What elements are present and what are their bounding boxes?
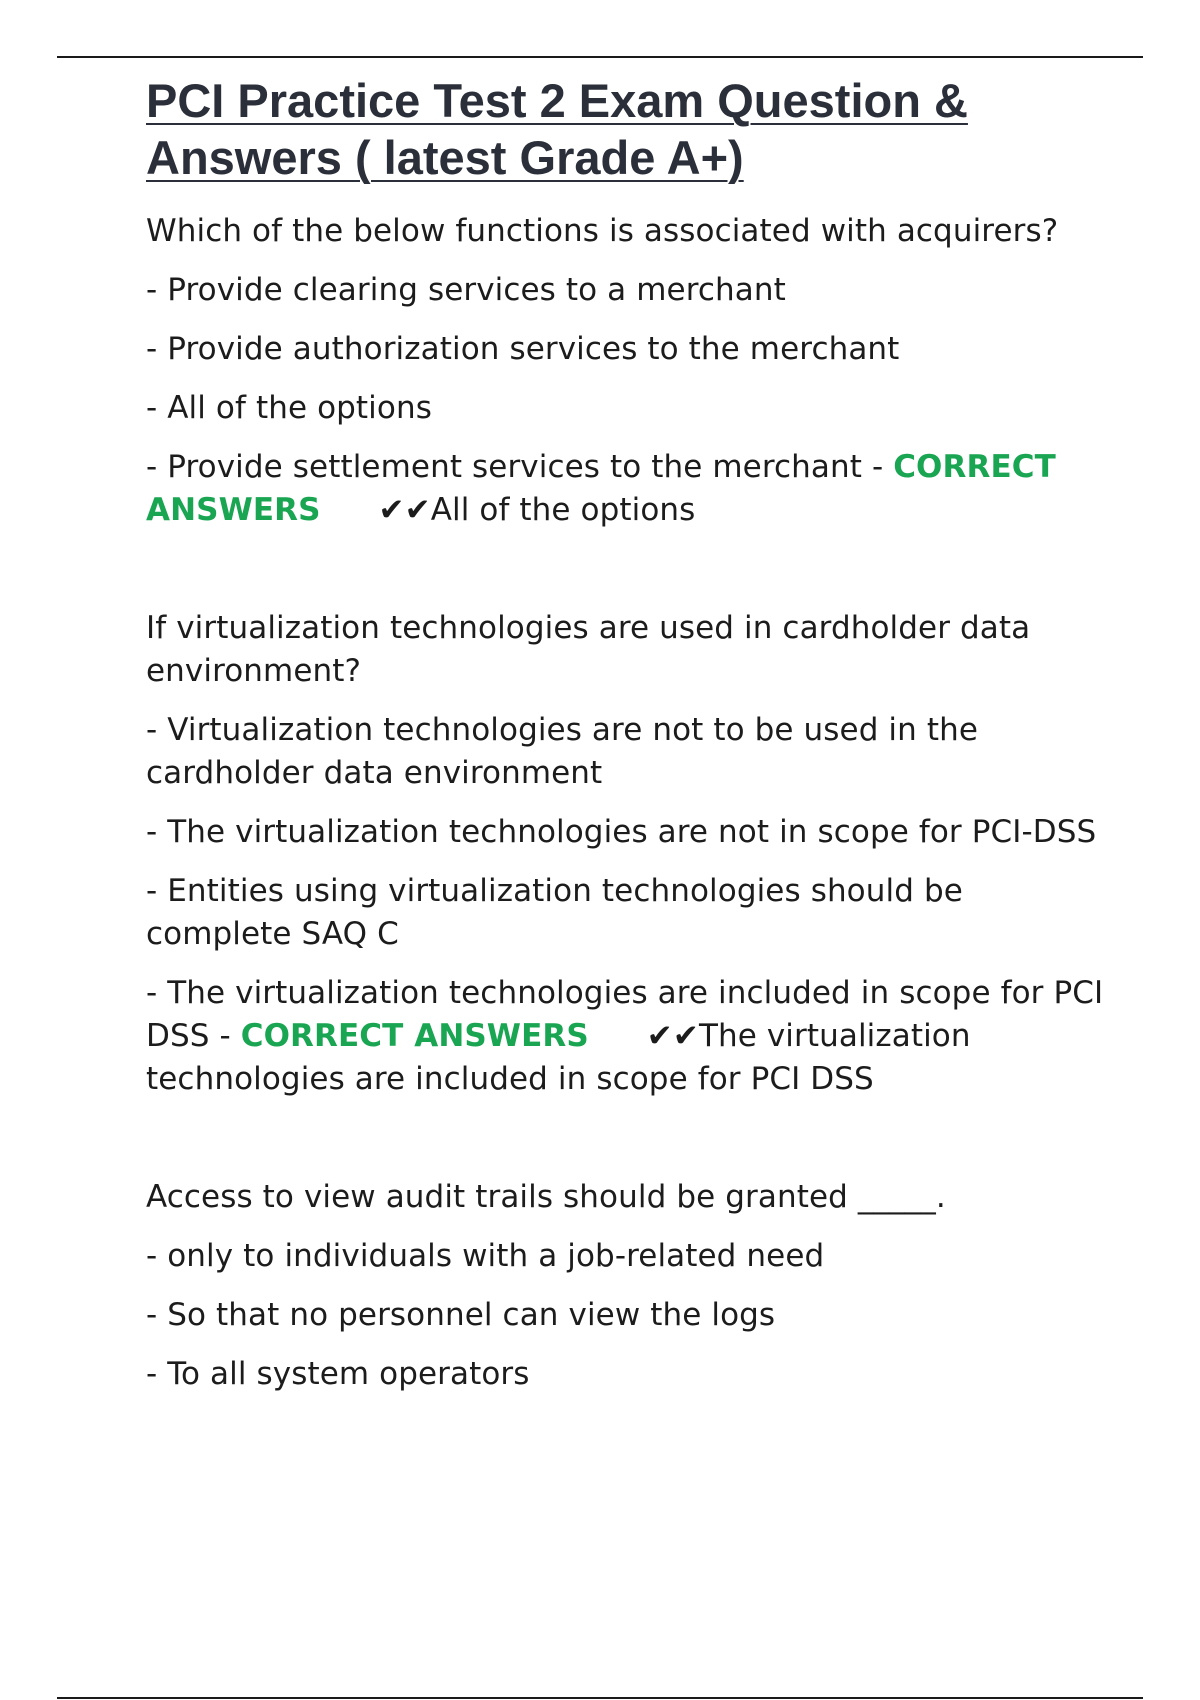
question-text: Access to view audit trails should be granted _____. [146,1179,946,1215]
option: - Provide clearing services to a merchant [146,272,786,308]
top-rule [57,56,1143,58]
option: - So that no personnel can view the logs [146,1297,776,1333]
document-title: PCI Practice Test 2 Exam Question & Answers ( latest Grade A+) [146,74,968,184]
answer-text: All of the options [430,492,696,528]
option: - The virtualization technologies are included in scope for PCI DSS - [146,975,1104,1054]
option: - To all system operators [146,1356,530,1392]
option: - Provide settlement services to the merchant - [146,449,894,485]
double-check-icon: ✔✔ [378,492,431,528]
question-2 [146,607,1106,1101]
document-body [146,72,1106,1412]
bottom-rule [57,1697,1143,1699]
question-1 [146,210,1106,532]
correct-answers-label: CORRECT ANSWERS [146,449,1056,528]
question-text: If virtualization technologies are used in cardholder data environment? [146,610,1031,689]
answer-text: The virtualization technologies are included in scope for PCI DSS [146,1018,971,1097]
option: - All of the options [146,390,432,426]
correct-answers-label: CORRECT ANSWERS [240,1018,589,1054]
double-check-icon: ✔✔ [646,1018,699,1054]
option: - Entities using virtualization technologies should be complete SAQ C [146,873,963,952]
question-3 [146,1176,1106,1396]
option: - only to individuals with a job-related need [146,1238,825,1274]
option: - Provide authorization services to the merchant [146,331,900,367]
option: - Virtualization technologies are not to be used in the cardholder data environment [146,712,979,791]
option-with-answer [146,972,1106,1101]
option: - The virtualization technologies are not in scope for PCI-DSS [146,814,1097,850]
option-with-answer [146,446,1106,532]
question-text: Which of the below functions is associated with acquirers? [146,213,1059,249]
